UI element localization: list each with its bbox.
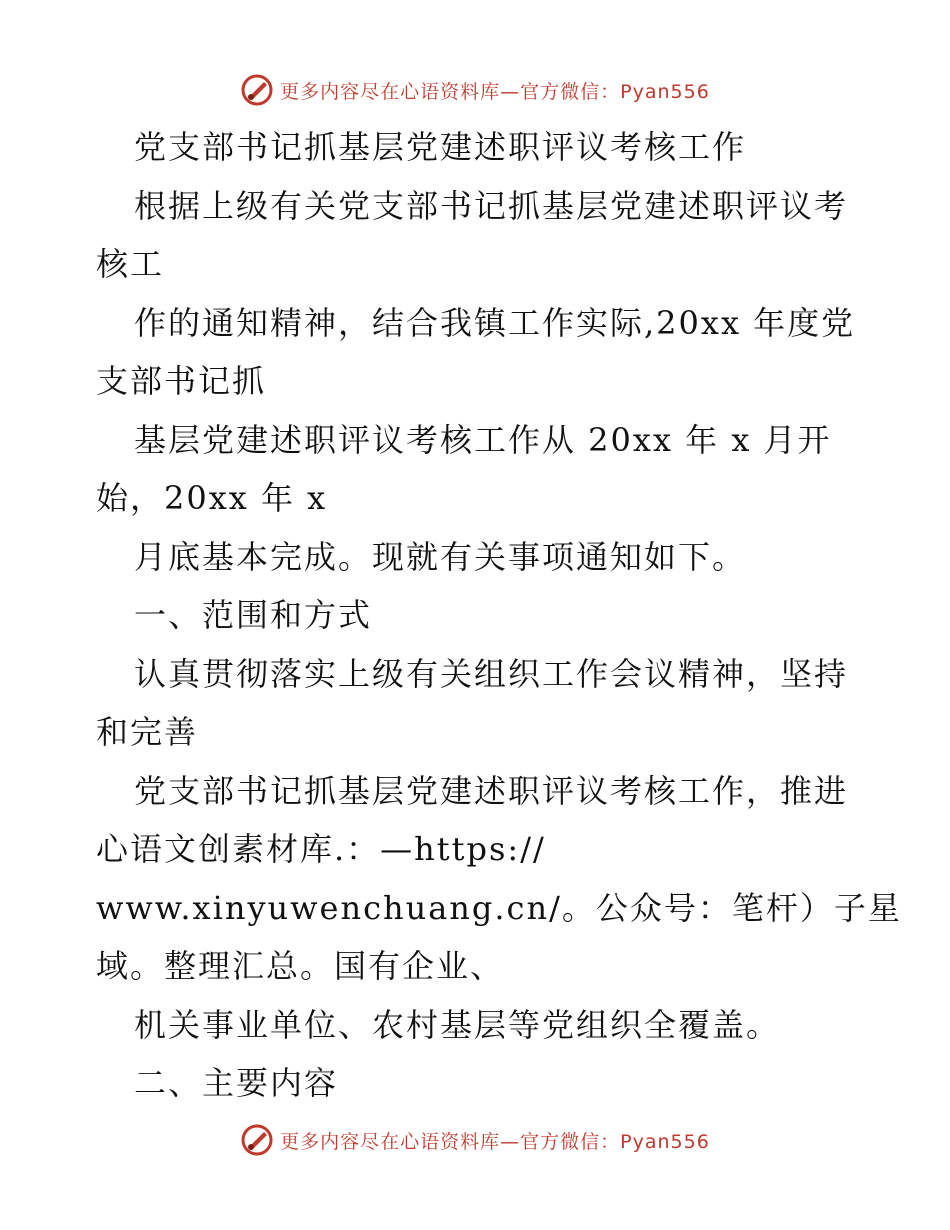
paragraph-line: 根据上级有关党支部书记抓基层党建述职评议考 [134,186,849,225]
paragraph-line: www.xinyuwenchuang.cn/。公众号：笔杆）子星 [96,888,902,927]
document-body [96,118,902,1113]
brush-logo-icon [240,73,274,107]
paragraph-line: 作的通知精神，结合我镇工作实际,20xx 年度党 [134,303,856,342]
paragraph-line: 月底基本完成。现就有关事项通知如下。 [134,537,747,576]
section-heading: 一、范围和方式 [134,596,373,634]
footer-banner [0,1120,950,1160]
paragraph-line: 域。整理汇总。国有企业、 [96,947,505,985]
paragraph-line: 机关事业单位、农村基层等党组织全覆盖。 [134,1005,781,1044]
paragraph-line: 心语文创素材库.：—https:// [96,830,546,868]
paragraph-line: 基层党建述职评议考核工作从 20xx 年 x 月开 [134,420,832,459]
paragraph-line: 支部书记抓 [96,362,267,400]
header-banner-text: 更多内容尽在心语资料库—官方微信：Pyan556 [280,80,710,103]
paragraph-line: 党支部书记抓基层党建述职评议考核工作，推进 [134,771,849,810]
brush-logo-icon [240,1123,274,1157]
footer-banner-text: 更多内容尽在心语资料库—官方微信：Pyan556 [280,1130,710,1153]
paragraph-line: 和完善 [96,713,199,751]
section-heading: 二、主要内容 [134,1064,339,1102]
document-title: 党支部书记抓基层党建述职评议考核工作 [134,128,747,166]
paragraph-line: 核工 [96,245,165,283]
paragraph-line: 认真贯彻落实上级有关组织工作会议精神，坚持 [134,654,849,693]
paragraph-line: 始，20xx 年 x [96,479,328,517]
header-banner [0,70,950,110]
